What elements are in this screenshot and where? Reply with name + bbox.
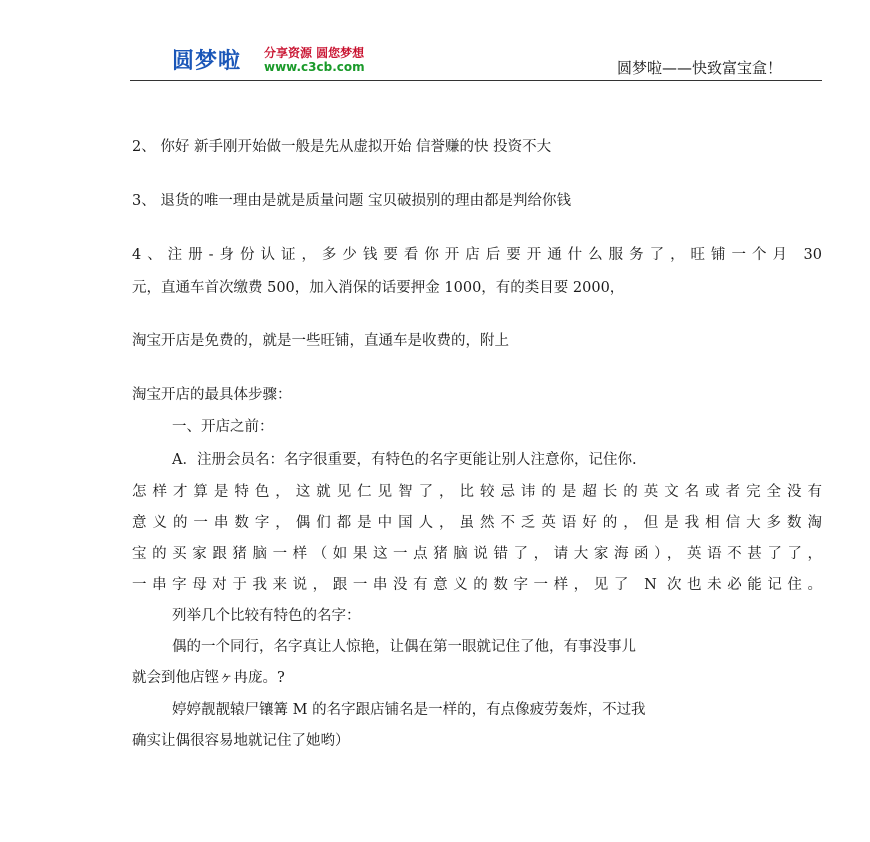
logo-url: www.c3cb.com — [264, 60, 365, 74]
paragraph-3: 3、 退货的唯一理由是就是质量问题 宝贝破损别的理由都是判给你钱 — [132, 193, 571, 209]
example-1-line-1: 偶的一个同行，名字真让人惊艳，让偶在第一眼就记住了他，有事没事儿 — [172, 639, 636, 655]
paragraph-4-line-2: 元，直通车首次缴费 500，加入消保的话要押金 1000，有的类目要 2000， — [132, 280, 625, 296]
section-a-line-5: 一串字母对于我来说，跟一串没有意义的数字一样，见了 N 次也未必能记住。 — [132, 577, 822, 593]
section-a-line-4: 宝的买家跟猪脑一样（如果这一点猪脑说错了，请大家海函），英语不甚了了， — [132, 546, 822, 562]
page-header — [130, 40, 822, 81]
paragraph-2: 2、 你好 新手刚开始做一般是先从虚拟开始 信誉赚的快 投资不大 — [132, 139, 552, 155]
example-2-line-2: 确实让偶很容易地就记住了她哟） — [132, 733, 350, 749]
example-2-line-1: 婷婷靓靓辕尸镶篝 M 的名字跟店铺名是一样的，有点像疲劳轰炸，不过我 — [172, 702, 646, 718]
section-heading: 一、开店之前： — [172, 419, 274, 435]
header-tagline: 圆梦啦——快致富宝盒！ — [616, 59, 782, 77]
paragraph-6: 淘宝开店的最具体步骤： — [132, 387, 292, 403]
example-1-line-2: 就会到他店铿ヶ冉庞。? — [132, 670, 285, 686]
logo-slogan: 分享资源 圆您梦想 — [264, 46, 365, 60]
site-logo: 圆梦啦 — [172, 49, 242, 74]
paragraph-4-line-1: 4、注册-身份认证，多少钱要看你开店后要开通什么服务了，旺铺一个月 30 — [132, 247, 822, 263]
section-a-line-1: A．注册会员名：名字很重要，有特色的名字更能让别人注意你，记住你. — [172, 452, 637, 468]
section-a-line-3: 意义的一串数字，偶们都是中国人，虽然不乏英语好的，但是我相信大多数淘 — [132, 515, 822, 531]
list-intro: 列举几个比较有特色的名字： — [172, 608, 361, 624]
paragraph-5: 淘宝开店是免费的，就是一些旺铺，直通车是收费的，附上 — [132, 333, 509, 349]
section-a-line-2: 怎样才算是特色，这就见仁见智了，比较忌讳的是超长的英文名或者完全没有 — [132, 484, 822, 500]
